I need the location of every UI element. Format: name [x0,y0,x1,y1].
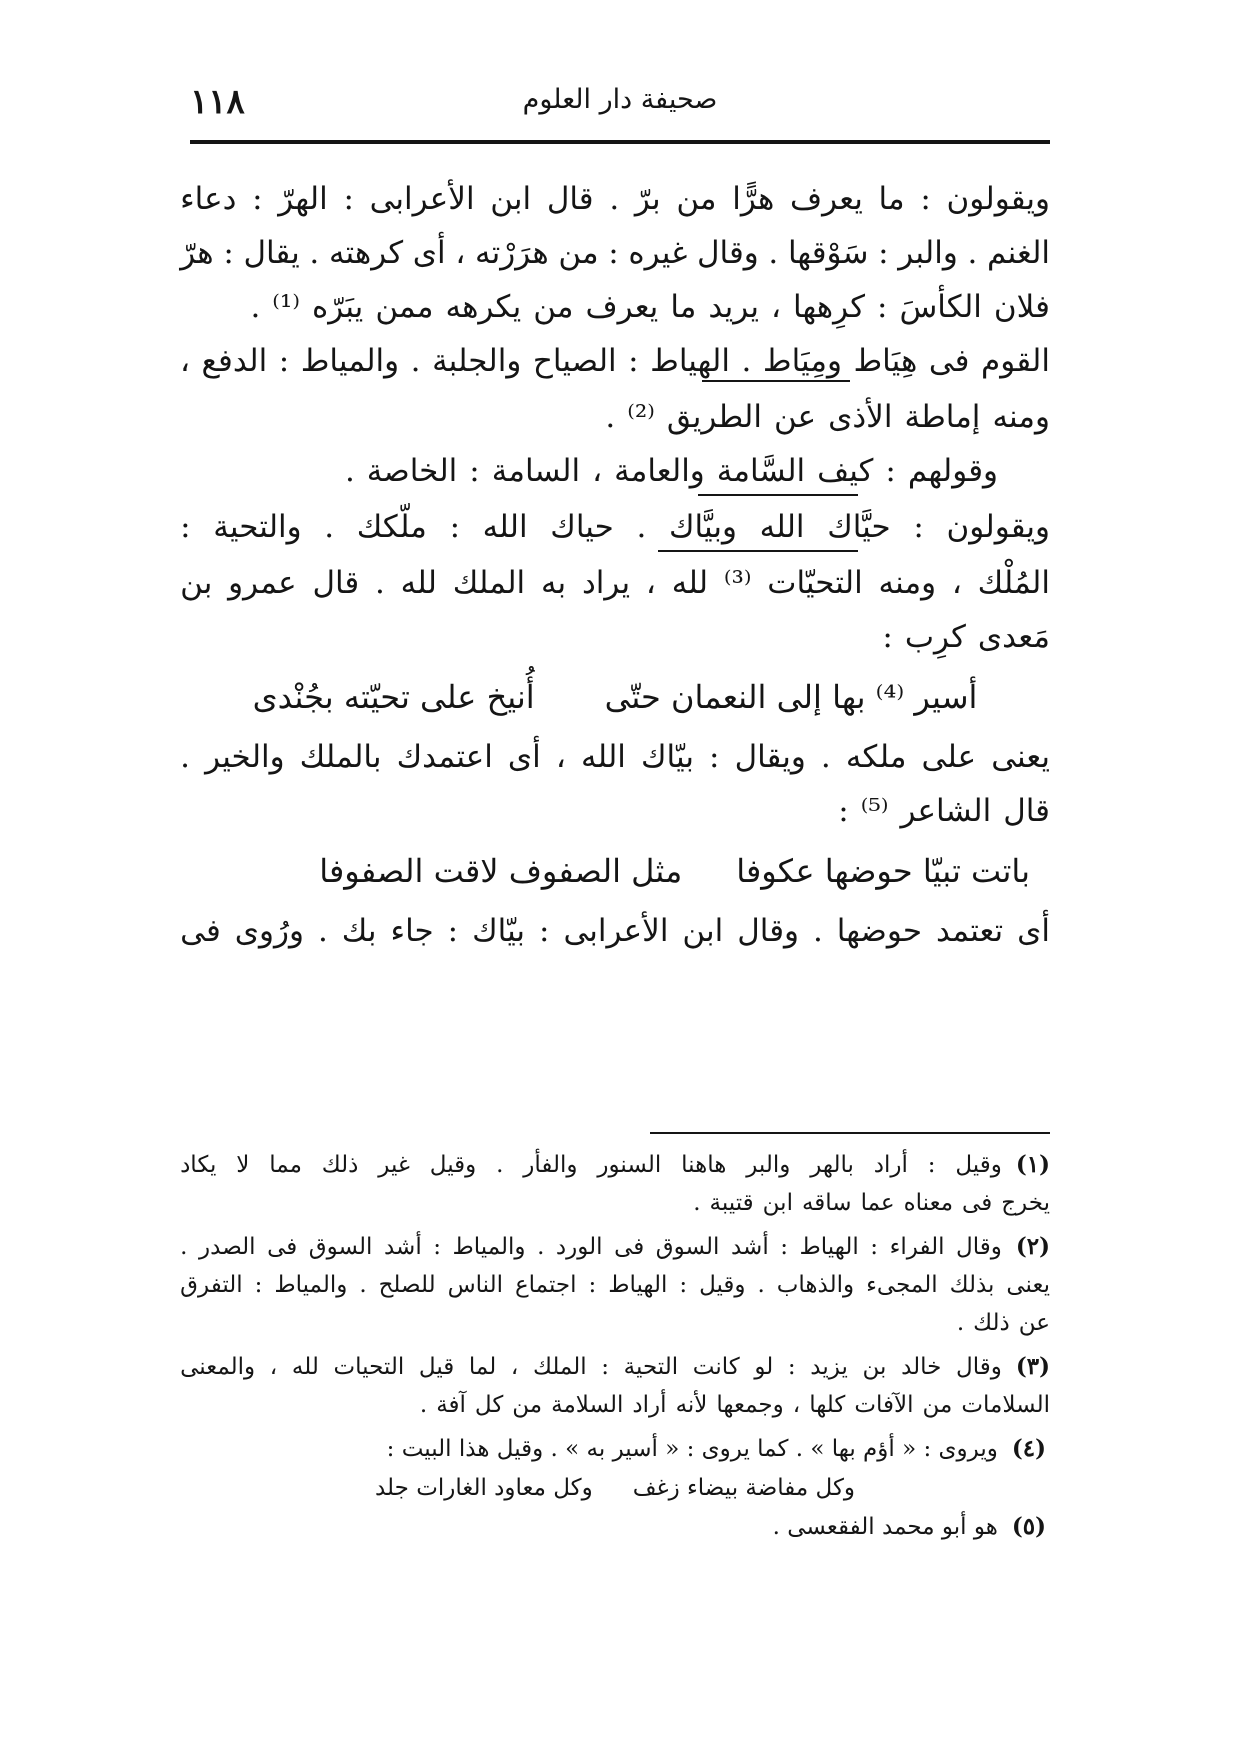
word: قال [312,565,360,601]
word: الهياط [608,1272,668,1298]
word: . [359,1272,367,1298]
word: الشاعر [900,793,992,829]
word: التفرق [180,1272,243,1298]
word: والخير [205,739,285,775]
word: مَعدى [977,619,1050,655]
word: الله [759,509,805,545]
word: . [812,913,823,949]
word: والمياط [300,343,400,379]
word: ذلك [973,1310,1010,1336]
word: السلامات [961,1392,1050,1418]
word: ، [792,1392,801,1418]
word: آفة [436,1392,466,1418]
word: . [768,235,779,271]
word: فى [614,1234,645,1260]
word: الله [580,739,626,775]
word: ابن [682,913,724,949]
word: والذهاب [776,1272,855,1298]
word: الناس [447,1272,503,1298]
word: الأعرابى [369,181,475,217]
word: والبر [898,235,958,271]
word: هرّ [180,235,214,271]
text-line [180,730,1050,784]
word: : [870,1234,879,1260]
word: الخاصة [366,453,458,489]
word: وجمعها [716,1392,784,1418]
word: ، [555,739,566,775]
page-header [190,80,1050,150]
word: . [419,1392,428,1418]
word: : [628,343,639,379]
footnote-line [180,1146,1050,1184]
footnote-number: (١) [1015,1151,1050,1178]
word: ملكه [845,739,907,775]
word: وقال [956,1354,1002,1380]
word: : [588,1272,597,1298]
word: ابن [762,1190,793,1216]
word: يبَرّه [311,289,364,325]
word: : [433,1234,441,1260]
word: أشد [383,1234,422,1260]
word: والفأر [523,1152,578,1178]
text-line [180,226,1050,280]
word: الكأسَ [899,289,982,325]
word: السنور [597,1152,662,1178]
word: عن [1018,1310,1050,1336]
word: يعرف [790,181,863,217]
word: لأنه [675,1392,708,1418]
text-line [180,390,1050,444]
word: ، [180,343,191,379]
word: ما [670,289,697,325]
word: : [447,913,459,949]
word: الملك [532,1354,587,1380]
word: . [609,181,620,217]
word: . [180,739,191,775]
word: يقال [243,235,300,271]
word: : [278,343,290,379]
word: إماطة [904,399,981,435]
word: لو [754,1354,774,1380]
word: : [180,509,191,545]
word: الملك [452,565,526,601]
page-number: ١١٨ [190,82,245,122]
verse-hemistich: مثل الصفوف لاقت الصفوفا [319,852,683,890]
word: وقولهم [907,453,998,489]
word: ملّكك [356,509,427,545]
header-rule [190,140,1050,144]
text-line [180,280,1050,334]
word: . [375,565,385,601]
word: ، [510,1354,519,1380]
word: القوم [981,343,1050,379]
word: مما [269,1152,302,1178]
word: بالهر [810,1152,854,1178]
word: التحيّات [767,565,863,601]
word: كرهته [328,235,404,271]
word: . [324,509,335,545]
verse-hemistich: أسير ⁽⁴⁾ بها إلى النعمان حتّى [604,678,978,716]
word: ⁽²⁾ [627,399,655,435]
word: ويقولون [946,181,1050,217]
word: : [343,181,354,217]
word: لله [291,1354,319,1380]
footnote-verse [180,1468,1050,1508]
word: فى [180,913,221,949]
word: هرَرْته [475,235,549,271]
word: ومِيَاط [762,343,842,379]
word: الصياح [532,343,617,379]
word: وقيل [955,1152,1002,1178]
word: يعرف [585,289,659,325]
word: ⁽⁵⁾ [860,793,889,829]
word: ، [771,289,782,325]
word: برّ [634,181,661,217]
word: الهياط [799,1234,859,1260]
word: : [449,509,461,545]
word: : [882,619,893,655]
word: بالملك [299,739,382,775]
word: بن [862,1354,887,1380]
word: للصلح [378,1272,436,1298]
word: والجلبة [432,343,522,379]
word: حوضها [836,913,923,949]
word: : [539,913,550,949]
word: حياك [550,509,614,545]
word: عن [773,399,817,435]
word: الطريق [666,399,762,435]
text-line [180,610,1050,664]
word: قتيبة [709,1190,754,1216]
word: : [469,453,480,489]
word: عمرو [228,565,297,601]
word: هرًّا [732,181,775,217]
word: : [223,235,234,271]
footnote-line [180,1228,1050,1266]
word: لا [236,1152,250,1178]
word: : [254,1272,263,1298]
word: جاء [390,913,434,949]
word: يكرهه [445,289,522,325]
verse-hemistich: وكل مفاضة بيضاء زغف [632,1475,856,1501]
word: . [496,1152,504,1178]
word: بيّاك [640,739,694,775]
word: المجىء [866,1272,938,1298]
word: كيف [817,453,874,489]
word: فى [267,1234,298,1260]
word: فى [928,343,970,379]
word: الصدر [199,1234,256,1260]
word: الله [482,509,528,545]
word: دعاء [180,181,237,217]
text-line [180,500,1050,554]
word: معناه [903,1190,954,1216]
text-line [180,784,1050,838]
word: . [309,235,320,271]
word: ابن [490,181,532,217]
verse [180,838,1050,904]
word: لما [468,1354,497,1380]
text-line [180,904,1050,958]
word: . [967,235,978,271]
word: : [679,1272,688,1298]
word: أشد [730,1234,769,1260]
word: ومنه [878,565,937,601]
word: من [922,1392,953,1418]
word: كرِب [904,619,966,655]
word: قيل [418,1354,455,1380]
word: والعامة [614,453,705,489]
footnote-number: (٣) [1015,1353,1050,1380]
word: : [878,235,889,271]
word: يزيد [810,1354,848,1380]
word: : [876,289,888,325]
word: والتحية [213,509,302,545]
word: اعتمدك [396,739,493,775]
word: من [512,1392,543,1418]
word: . [410,343,421,379]
word: والمياط [452,1234,526,1260]
verse-hemistich: وكل معاود الغارات جلد [374,1475,593,1501]
word: . [820,739,831,775]
word: حيَّاك [827,509,891,545]
word: : [608,235,619,271]
word: . [693,1190,701,1216]
word: من [558,235,599,271]
text-line [180,334,1050,388]
footnote-line [180,1304,1050,1342]
text-line [180,444,1050,498]
word: ، [592,453,603,489]
word: التحية [623,1354,679,1380]
word: الدفع [201,343,268,379]
word: . [250,289,261,325]
word: يريد [708,289,760,325]
word: : [780,1234,788,1260]
word: غيره [628,235,688,271]
word: بذلك [949,1272,995,1298]
word: قال [546,181,594,217]
word: والمعنى [180,1354,256,1380]
word: ممن [375,289,434,325]
footnote-line: (٥) هو أبو محمد الفقعسى . [180,1508,1050,1546]
text-line [180,556,1050,610]
word: أى [412,235,446,271]
word: ⁽³⁾ [723,565,752,601]
word: ومنه [992,399,1050,435]
verse-hemistich: أُنيخ على تحيّته بجُنْدى [252,678,535,716]
word: السلامة [551,1392,624,1418]
word: . [180,1234,188,1260]
word: من [676,181,717,217]
word: فلان [993,289,1050,325]
footnote-number: (٥) [1011,1513,1046,1540]
word: كانت [692,1354,740,1380]
word: ، [455,235,466,271]
verse-hemistich: باتت تبيّا حوضها عكوفا [736,852,1030,890]
word: قال [1003,793,1050,829]
word: الغنم [987,235,1050,271]
word: : [709,739,720,775]
word: الفراء [889,1234,945,1260]
word: هِيَاط [853,343,918,379]
word: ويقولون [946,509,1050,545]
word: كلها [809,1392,846,1418]
verse [180,664,1050,730]
word: وقيل [429,1152,477,1178]
footnote-separator [650,1132,1050,1134]
word: والبر [746,1152,791,1178]
word: الآفات [854,1392,914,1418]
word: . [537,1234,545,1260]
word: بيّاك [472,913,526,949]
word: ويقال [734,739,806,775]
word: كرِهها [793,289,865,325]
word: ، [645,565,656,601]
word: السامة [491,453,581,489]
word: ، [951,565,962,601]
word: : [601,1354,610,1380]
word: ما [878,181,905,217]
word: . [741,343,752,379]
word: لله [400,565,437,601]
word: التحيات [333,1354,405,1380]
word: يراد [581,565,631,601]
word: . [956,1310,965,1336]
word: أى [507,739,541,775]
word: سَوْقها [787,235,869,271]
running-title: صحيفة دار العلوم [522,84,718,115]
word: بك [341,913,377,949]
main-text [180,172,1050,958]
word: أراد [632,1392,667,1418]
word: السوق [655,1234,720,1260]
word: : [920,181,931,217]
word: يعنى [1006,1272,1050,1298]
word: : [252,181,263,217]
text-line [180,172,1050,226]
footnote-line: (٤) ويروى : « أؤم بها » . كما يروى : « أسير به » . وقيل هذا البيت : [180,1430,1050,1468]
word: تعتمد [936,913,1004,949]
word: وقال [956,1234,1002,1260]
word: يعنى [991,739,1050,775]
word: . [344,453,355,489]
footnote-line [180,1184,1050,1222]
word: خالد [901,1354,942,1380]
word: ، [269,1354,278,1380]
word: . [636,509,647,545]
word: كل [474,1392,504,1418]
word: على [921,739,977,775]
footnote-line [180,1348,1050,1386]
word: أراد [873,1152,908,1178]
word: الأعرابى [563,913,669,949]
word: ورُوى [234,913,304,949]
word: وقال [696,235,759,271]
footnote-line [180,1386,1050,1424]
word: يكاد [180,1152,217,1178]
footnote-line [180,1266,1050,1304]
word: . [605,399,616,435]
word: ⁽¹⁾ [272,289,300,325]
footnote-number: (٤) [1011,1435,1046,1462]
word: من [533,289,574,325]
word: بن [180,565,213,601]
footnotes [180,1146,1050,1546]
word: الهياط [650,343,730,379]
word: وقال [737,913,799,949]
word: : [885,453,896,489]
word: : [913,509,924,545]
word: الأذى [828,399,893,435]
word: به [540,565,567,601]
word: الهرّ [278,181,328,217]
word: . [317,913,328,949]
word: الورد [555,1234,603,1260]
word: غير [378,1152,410,1178]
word: ساقه [801,1190,852,1216]
word: والمياط [274,1272,348,1298]
word: : [838,793,849,829]
word: وبيَّاك [668,509,737,545]
word: هاهنا [681,1152,727,1178]
footnote-number: (٢) [1015,1233,1050,1260]
word: ذلك [321,1152,359,1178]
word: فى [962,1190,993,1216]
word: عما [860,1190,895,1216]
word: وقيل [699,1272,746,1298]
word: أى [1017,913,1050,949]
word: اجتماع [514,1272,577,1298]
word: . [757,1272,765,1298]
word: لله [671,565,709,601]
word: : [787,1354,796,1380]
word: المُلْك [977,565,1050,601]
word: السوق [308,1234,373,1260]
word: السَّامة [716,453,806,489]
word: يخرج [1001,1190,1050,1216]
word: : [927,1152,936,1178]
